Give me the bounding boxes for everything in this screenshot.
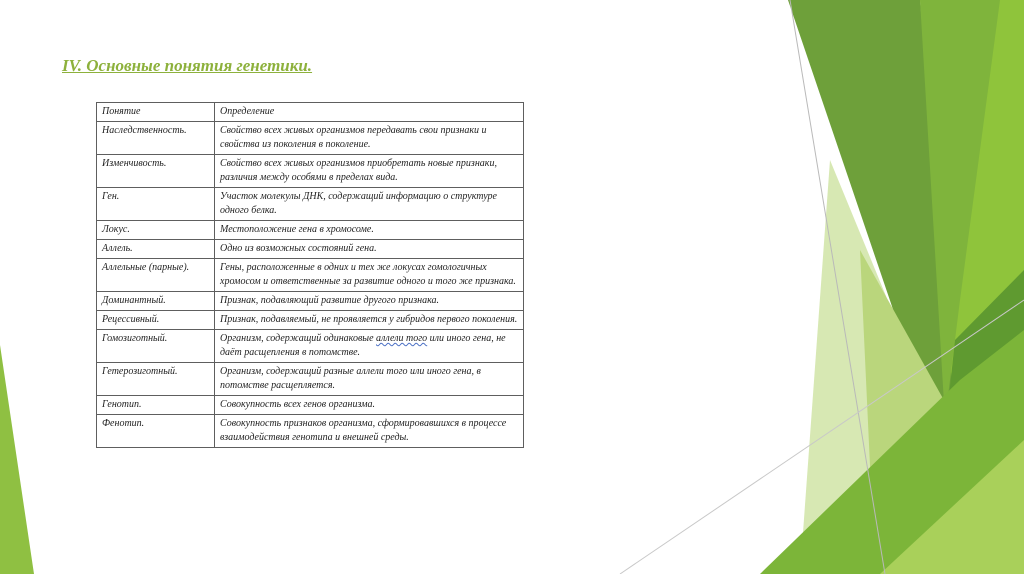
definition-cell: Признак, подавляемый, не проявляется у гибридов первого поколения. [215,311,524,330]
table-row [97,396,524,415]
term-cell: Локус. [97,221,215,240]
table-row [97,330,524,363]
table-row [97,259,524,292]
definition-cell: Местоположение гена в хромосоме. [215,221,524,240]
term-cell: Ген. [97,188,215,221]
left-green-sliver [0,345,34,574]
table-row [97,292,524,311]
definition-cell: Участок молекулы ДНК, содержащий информацию о структуре одного белка. [215,188,524,221]
table-row [97,415,524,448]
definition-cell: Признак, подавляющий развитие другого признака. [215,292,524,311]
term-cell: Наследственность. [97,122,215,155]
table-row [97,221,524,240]
table-row [97,311,524,330]
definition-cell [215,330,524,363]
table-row [97,122,524,155]
term-cell: Аллель. [97,240,215,259]
term-cell: Гомозиготный. [97,330,215,363]
definition-part: или иного гена, не даёт расщепления в потомстве. [220,333,506,358]
table-row [97,240,524,259]
term-cell: Фенотип. [97,415,215,448]
term-cell: Рецессивный. [97,311,215,330]
table-header-row [97,103,524,122]
term-cell: Доминантный. [97,292,215,311]
definition-cell: Свойство всех живых организмов приобретать новые признаки, различия между особями в пределах вида. [215,155,524,188]
definition-cell: Одно из возможных состояний гена. [215,240,524,259]
term-cell: Изменчивость. [97,155,215,188]
genetics-terms-table [96,102,524,448]
term-cell: Гетерозиготный. [97,363,215,396]
header-term: Понятие [97,103,215,122]
definition-cell: Совокупность всех генов организма. [215,396,524,415]
table-row [97,363,524,396]
definition-cell: Гены, расположенные в одних и тех же локусах гомологичных хромосом и ответственные за развитие одного и того же признака. [215,259,524,292]
definition-cell: Организм, содержащий разные аллели того или иного гена, в потомстве расщепляется. [215,363,524,396]
table-row [97,188,524,221]
definition-part: Организм, содержащий одинаковые [220,333,377,344]
term-cell: Генотип. [97,396,215,415]
definition-cell: Совокупность признаков организма, сформировавшихся в процессе взаимодействия генотипа и внешней среды. [215,415,524,448]
term-cell: Аллельные (парные). [97,259,215,292]
spellcheck-underlined-text: аллели того [376,333,428,344]
slide-title: IV. Основные понятия генетики. [62,56,313,75]
header-definition: Определение [215,103,524,122]
table-row [97,155,524,188]
definition-cell: Свойство всех живых организмов передавать свои признаки и свойства из поколения в поколение. [215,122,524,155]
